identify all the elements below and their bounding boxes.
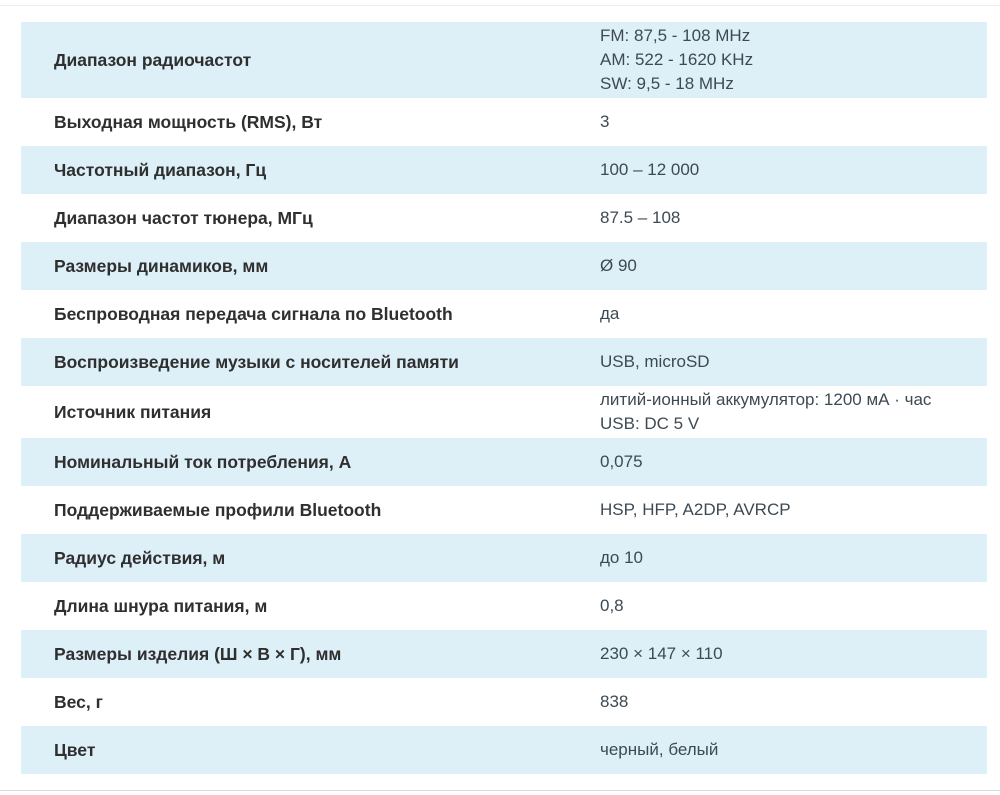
spec-label: Воспроизведение музыки с носителей памяти [54, 352, 459, 372]
spec-value-line: 3 [600, 112, 610, 131]
spec-value-line: HSP, HFP, A2DP, AVRCP [600, 500, 791, 519]
spec-label: Цвет [54, 740, 96, 760]
spec-value-line: черный, белый [600, 740, 719, 759]
spec-value [600, 24, 987, 96]
spec-value-line: 87.5 – 108 [600, 208, 681, 227]
spec-label: Размеры изделия (Ш × В × Г), мм [54, 644, 342, 664]
spec-value [600, 254, 987, 278]
table-row [21, 242, 987, 290]
spec-value-line: 838 [600, 692, 629, 711]
spec-value [600, 302, 987, 326]
spec-label: Номинальный ток потребления, А [54, 452, 352, 472]
spec-value [600, 498, 987, 522]
table-row [21, 726, 987, 774]
spec-label: Вес, г [54, 692, 103, 712]
spec-label: Поддерживаемые профили Bluetooth [54, 500, 382, 520]
table-row [21, 534, 987, 582]
table-row [21, 678, 987, 726]
spec-value [600, 110, 987, 134]
spec-value-line: 230 × 147 × 110 [600, 644, 723, 663]
spec-value-line: Ø 90 [600, 256, 637, 275]
spec-value [600, 594, 987, 618]
spec-value [600, 642, 987, 666]
spec-label: Выходная мощность (RMS), Вт [54, 112, 323, 132]
table-row [21, 98, 987, 146]
spec-value-line: 0,075 [600, 452, 643, 471]
spec-value [600, 546, 987, 570]
spec-value-line: AM: 522 - 1620 KHz [600, 50, 754, 69]
table-row [21, 22, 987, 98]
spec-value-line: литий-ионный аккумулятор: 1200 мА · час [600, 390, 932, 409]
spec-label: Длина шнура питания, м [54, 596, 268, 616]
spec-value-line: 0,8 [600, 596, 624, 615]
bottom-divider [0, 790, 1000, 791]
spec-value [600, 350, 987, 374]
spec-value-line: SW: 9,5 - 18 MHz [600, 74, 734, 93]
table-row [21, 438, 987, 486]
table-row [21, 146, 987, 194]
spec-value [600, 450, 987, 474]
table-row [21, 582, 987, 630]
spec-label: Частотный диапазон, Гц [54, 160, 267, 180]
spec-label: Беспроводная передача сигнала по Bluetooth [54, 304, 453, 324]
spec-label: Радиус действия, м [54, 548, 226, 568]
table-row [21, 194, 987, 242]
spec-value [600, 738, 987, 762]
table-row [21, 630, 987, 678]
spec-label: Источник питания [54, 402, 212, 422]
spec-value [600, 690, 987, 714]
table-row [21, 386, 987, 438]
spec-value-line: да [600, 304, 620, 323]
top-divider [0, 5, 1000, 6]
spec-value [600, 388, 987, 436]
spec-value-line: до 10 [600, 548, 644, 567]
table-row [21, 486, 987, 534]
table-row [21, 338, 987, 386]
spec-value-line: USB: DC 5 V [600, 414, 700, 433]
spec-table [21, 22, 987, 774]
spec-label: Диапазон частот тюнера, МГц [54, 208, 313, 228]
spec-value [600, 158, 987, 182]
spec-value-line: FM: 87,5 - 108 MHz [600, 26, 751, 45]
spec-value-line: 100 – 12 000 [600, 160, 700, 179]
spec-value [600, 206, 987, 230]
spec-label: Размеры динамиков, мм [54, 256, 269, 276]
spec-value-line: USB, microSD [600, 352, 710, 371]
table-row [21, 290, 987, 338]
spec-label: Диапазон радиочастот [54, 50, 252, 70]
